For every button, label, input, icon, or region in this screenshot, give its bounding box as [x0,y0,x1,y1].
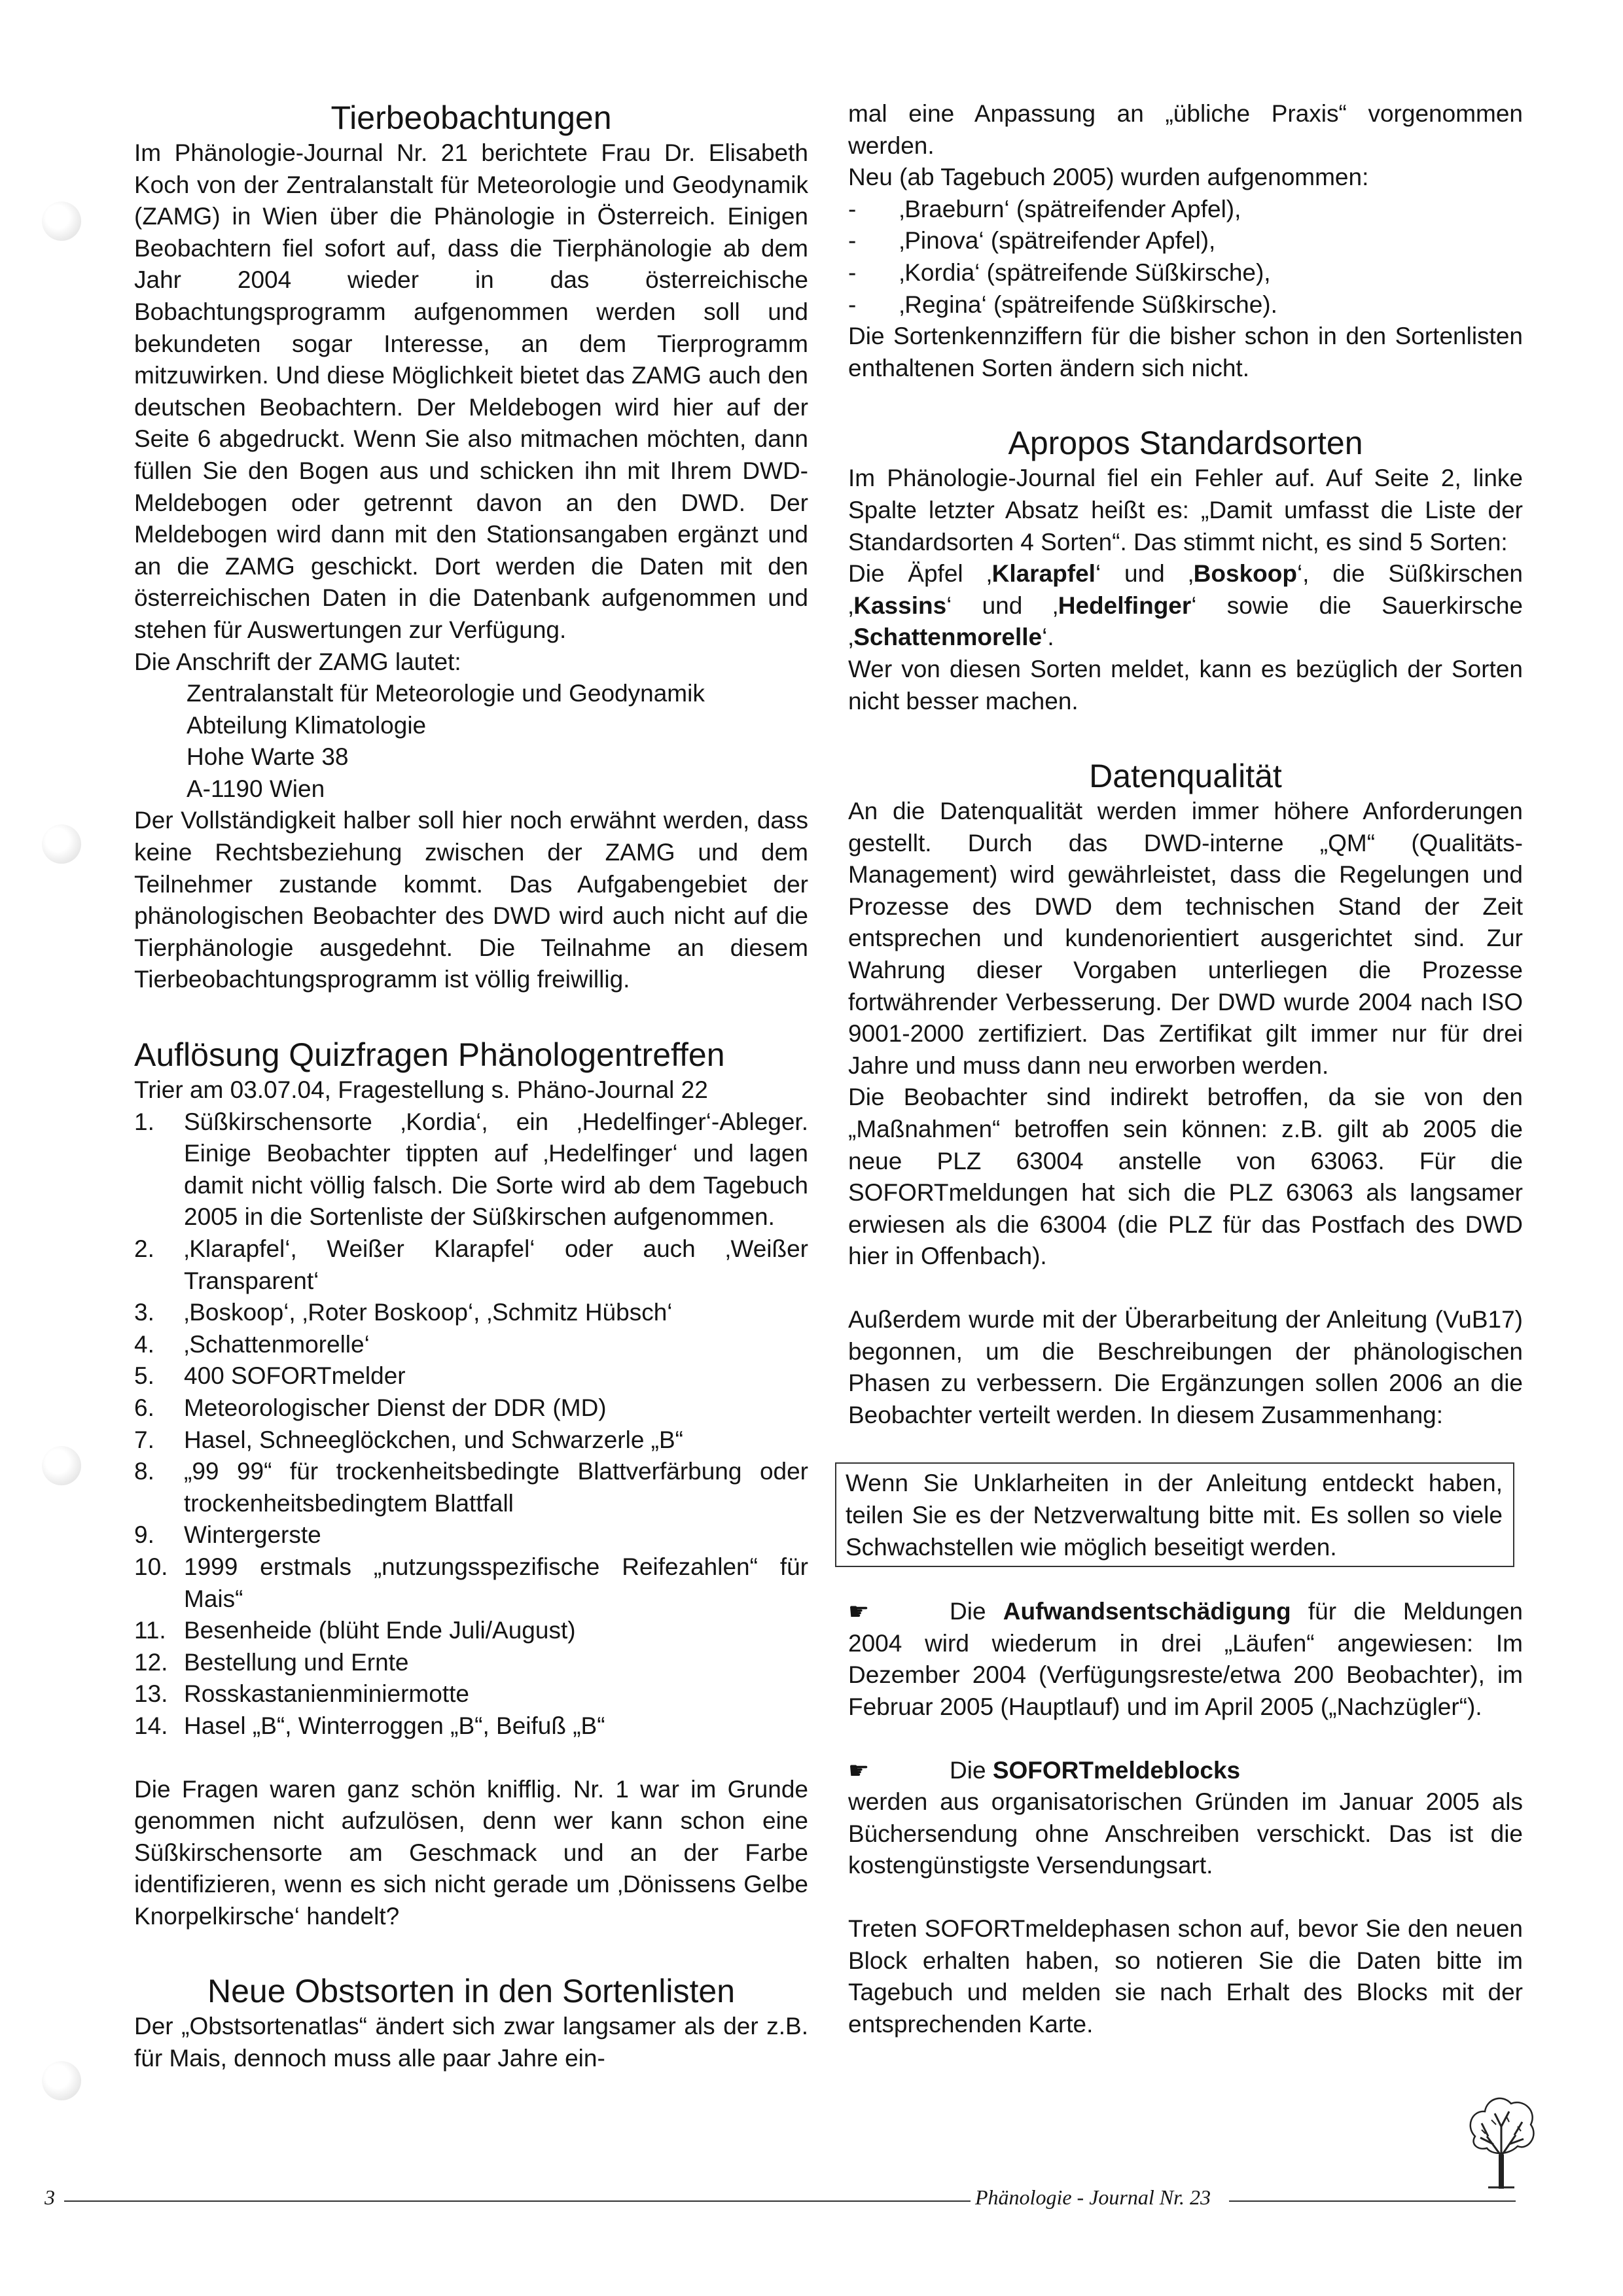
list-item: 6. Meteorologischer Dienst der DDR (MD) [134,1394,607,1421]
page-number: 3 [45,2185,55,2209]
list-item: 12. Bestellung und Ernte [134,1648,409,1676]
pointing-hand-icon: ☛ [848,1756,870,1784]
paragraph-fragen: Die Fragen waren ganz schön knifflig. Nr. 1 war im Grunde genommen nicht aufzulösen, denn wer kann schon eine Süßkirschensorte am Geschmack und an der Farbe identifizieren, wenn es sich nicht gerade um ‚Dönissens Gelbe Knorpelkirsche‘ handelt? [134,1775,808,1930]
address-line: Abteilung Klimatologie [187,711,427,739]
page-footer [45,2185,1516,2212]
journal-title: Phänologie - Journal Nr. 23 [975,2185,1211,2209]
heading-neue-obstsorten: Neue Obstsorten in den Sortenlisten [207,1973,736,2010]
list-item: - ‚Regina‘ (spätreifende Süßkirsche). [848,291,1277,318]
paragraph-neu-aufgenommen: Neu (ab Tagebuch 2005) wurden aufgenommen: [848,164,1369,191]
list-item: - ‚Braeburn‘ (spätreifender Apfel), [848,195,1241,222]
paragraph-aufwandsentschaedigung: ☛ Die Aufwandsentschädigung für die Meldungen 2004 wird wiederum in drei „Läufen“ angewiesen: Im Dezember 2004 (Verfügungsreste/etwa 200 Beobachter), im Februar 2005 (Hauptlauf) und im April 2005 („Nachzügler“). [848,1596,1523,1723]
list-item: 5. 400 SOFORTmelder [134,1362,406,1390]
list-item: 3. ‚Boskoop‘, ‚Roter Boskoop‘, ‚Schmitz Hübsch‘ [134,1299,673,1326]
paragraph-quiz-intro: Trier am 03.07.04, Fragestellung s. Phäno-Journal 22 [134,1076,708,1104]
paragraph-vollstaendigkeit: Der Vollständigkeit halber soll hier noch erwähnt werden, dass keine Rechtsbeziehung zwischen der ZAMG und dem Teilnehmer zustande kommt. Das Aufgabengebiet der phänologischen Beobachter des DWD wird auch nicht auf die Tierphänologie ausgedehnt. Die Teilnahme an diesem Tierbeobachtungsprogramm ist völlig freiwillig. [134,807,808,993]
list-item: 2. ‚Klarapfel‘, Weißer Klarapfel‘ oder auch ‚Weißer Transparent‘ [134,1235,808,1294]
list-item: - ‚Pinova‘ (spätreifender Apfel), [848,227,1216,255]
address-block [134,678,808,805]
paragraph-datenqualitaet: An die Datenqualität werden immer höhere Anforderungen gestellt. Durch das DWD-interne „QM“ (Qualitäts-Management) wird gewährleistet, dass die Regelungen und Prozesse des DWD dem technischen Stand der Zeit entsprechen und kundenorientiert ausgerichtet sind. Zur Wahrung dieser Vorgaben unterliegen die Prozesse fortwährender Verbesserung. Der DWD wurde 2004 nach ISO 9001-2000 zertifiziert. Das Zertifikat gilt immer nur für drei Jahre und muss dann neu erworben werden. [848,798,1523,1079]
paragraph-sofortmeldeblocks: werden aus organisatorischen Gründen im Januar 2005 als Büchersendung ohne Anschreiben verschickt. Das ist die kostengünstigste Versendungsart. [848,1788,1523,1879]
notice-box: Wenn Sie Unklarheiten in der Anleitung entdeckt haben, teilen Sie es der Netzverwaltung bitte mit. Es sollen so viele Schwachstellen wie möglich beseitigt werden. [835,1462,1514,1567]
address-line: Zentralanstalt für Meteorologie und Geodynamik [187,680,705,707]
pointing-hand-icon: ☛ [848,1598,870,1625]
list-item: 10. 1999 erstmals „nutzungsspezifische Reifezahlen“ für Mais“ [134,1553,808,1612]
paragraph-standardsorten: Die Äpfel ‚Klarapfel‘ und ‚Boskoop‘, die Süßkirschen ‚Kassins‘ und ‚Hedelfinger‘ sowie die Sauerkirsche ‚Schattenmorelle‘. [848,560,1523,651]
list-item: 8. „99 99“ für trockenheitsbedingte Blattverfärbung oder trockenheitsbedingtem Blattfall [134,1458,808,1517]
heading-apropos-standardsorten: Apropos Standardsorten [1008,425,1363,462]
list-item: 13. Rosskastanienminiermotte [134,1680,469,1708]
punch-hole [42,202,81,241]
punch-hole [42,1446,81,1485]
paragraph-treten: Treten SOFORTmeldephasen schon auf, bevor Sie den neuen Block erhalten haben, so notieren Sie die Daten bitte im Tagebuch und melden sie nach Erhalt des Blocks mit der entsprechenden Karte. [848,1915,1523,2038]
right-column [848,98,1523,2040]
quiz-answer-list [134,1106,808,1742]
list-item: 7. Hasel, Schneeglöckchen, und Schwarzerle „B“ [134,1426,683,1453]
punch-hole [42,2061,81,2100]
left-column [134,98,808,2075]
paragraph-tierphaenologie: Im Phänologie-Journal Nr. 21 berichtete Frau Dr. Elisabeth Koch von der Zentralanstalt für Meteorologie und Geodynamik (ZAMG) in Wien über die Phänologie in Österreich. Einigen Beobachtern fiel sofort auf, dass die Tierphänologie ab dem Jahr 2004 wieder in das österreichische Bobachtungsprogramm aufgenommen werden soll und bekundeten sogar Interesse, an dem Tierprogramm mitzuwirken. Und diese Möglichkeit bietet das ZAMG auch den deutschen Beobachtern. Der Meldebogen wird hier auf der Seite 6 abgedruckt. Wenn Sie also mitmachen möchten, dann füllen Sie den Bogen aus und schicken ihn mit Ihrem DWD-Meldebogen oder getrennt davon an den DWD. Der Meldebogen wird dann mit den Stationsangaben ergänzt und an die ZAMG geschickt. Dort werden die Daten mit den österreichischen Daten in die Datenbank aufgenommen und stehen für Auswertungen zur Verfügung. [134,139,808,643]
paragraph-continuation: mal eine Anpassung an „übliche Praxis“ vorgenommen werden. [848,100,1523,159]
paragraph-wer-meldet: Wer von diesen Sorten meldet, kann es bezüglich der Sorten nicht besser machen. [848,655,1523,715]
address-line: Hohe Warte 38 [187,743,349,771]
list-item: - ‚Kordia‘ (spätreifende Süßkirsche), [848,258,1271,286]
footer-rule [64,2200,971,2202]
paragraph-obstsortenatlas: Der „Obstsortenatlas“ ändert sich zwar langsamer als der z.B. für Mais, dennoch muss alle paar Jahre ein- [134,2013,808,2072]
paragraph-anschrift: Die Anschrift der ZAMG lautet: [134,648,461,675]
heading-quiz: Auflösung Quizfragen Phänologentreffen [134,1036,725,1074]
list-item: 9. Wintergerste [134,1521,321,1549]
heading-datenqualitaet: Datenqualität [1089,758,1282,795]
address-line: A-1190 Wien [187,775,325,802]
paragraph-ueberarbeitung: Außerdem wurde mit der Überarbeitung der Anleitung (VuB17) begonnen, um die Beschreibungen der phänologischen Phasen zu verbessern. Die Ergänzungen sollen 2006 an die Beobachter verteilt werden. In diesem Zusammenhang: [848,1306,1523,1428]
paragraph-beobachter: Die Beobachter sind indirekt betroffen, da sie von den „Maßnahmen“ betroffen sein können: z.B. gilt ab 2005 die neue PLZ 63004 anstelle von 63063. Für die SOFORTmeldungen hat sich die PLZ 63063 als langsamer erwiesen als die 63004 (die PLZ für das Postfach des DWD hier in Offenbach). [848,1084,1523,1270]
punch-hole [42,824,81,864]
footer-rule [1229,2200,1516,2202]
paragraph-apropos: Im Phänologie-Journal fiel ein Fehler auf. Auf Seite 2, linke Spalte letzter Absatz heißt es: „Damit umfasst die Liste der Standardsorten 4 Sorten“. Das stimmt nicht, es sind 5 Sorten: [848,465,1523,556]
heading-tierbeobachtungen: Tierbeobachtungen [330,99,612,136]
paragraph-sofortmeldeblocks-heading: ☛ Die SOFORTmeldeblocks [848,1755,1523,1787]
new-varieties-list [848,194,1523,321]
list-item: 14. Hasel „B“, Winterroggen „B“, Beifuß „B“ [134,1712,605,1739]
list-item: 4. ‚Schattenmorelle‘ [134,1330,370,1358]
list-item: 11. Besenheide (blüht Ende Juli/August) [134,1617,576,1644]
paragraph-sortenkennziffern: Die Sortenkennziffern für die bisher schon in den Sortenlisten enthaltenen Sorten ändern sich nicht. [848,323,1523,381]
list-item: 1. Süßkirschensorte ‚Kordia‘, ein ‚Hedelfinger‘-Ableger. Einige Beobachter tippten auf ‚Hedelfinger‘ und lagen damit nicht völlig falsch. Die Sorte wird ab dem Tagebuch 2005 in die Sortenliste der Süßkirschen aufgenommen. [134,1108,808,1231]
tree-logo-icon [1462,2091,1541,2189]
